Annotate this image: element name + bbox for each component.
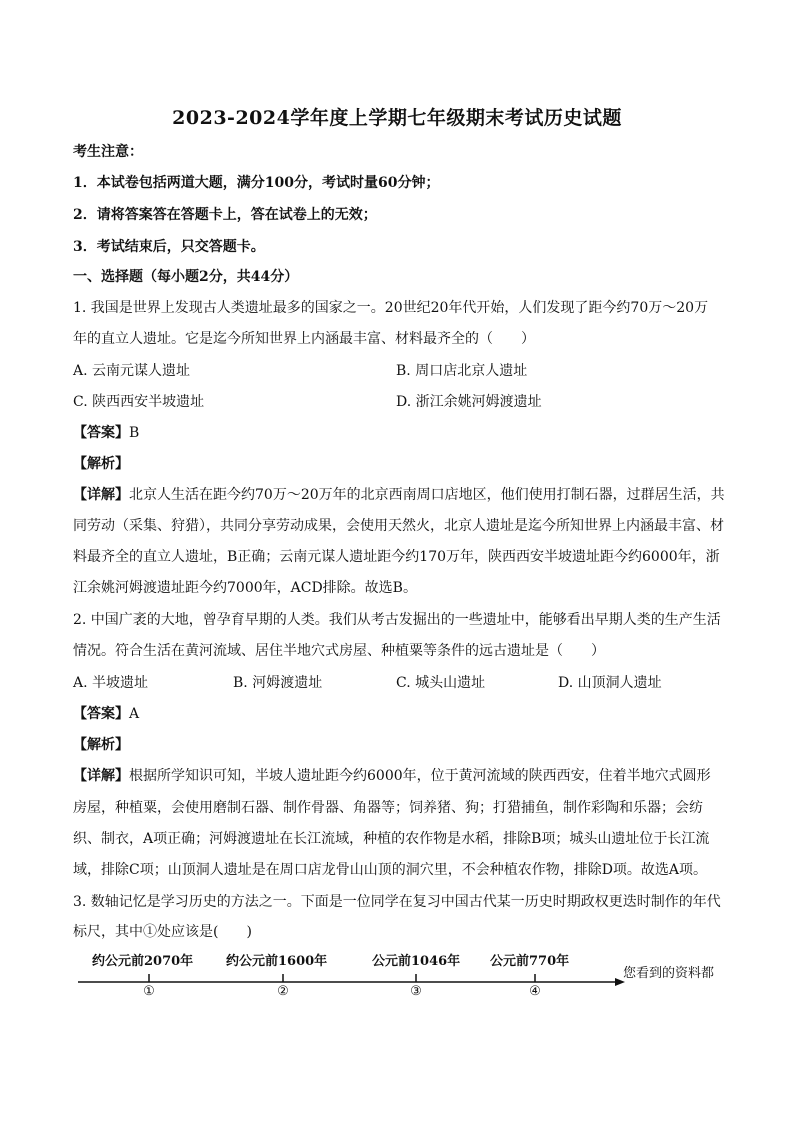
timeline-label: 公元前770年 <box>490 954 570 969</box>
detail-text: 同劳动（采集、狩猎），共同分享劳动成果，会使用天然火，北京人遗址是迄今所知世界上内涵最丰富、材 <box>73 518 724 534</box>
detail-text: 根据所学知识可知，半坡人遗址距今约6000年，位于黄河流域的陕西西安，住着半地穴式圆形 <box>129 768 711 784</box>
detail-tag: 【详解】 <box>73 487 129 503</box>
detail-text: 北京人生活在距今约70万～20万年的北京西南周口店地区，他们使用打制石器，过群居生活，共 <box>129 487 725 503</box>
answer-line <box>73 422 139 442</box>
detail-line <box>73 484 725 504</box>
notice-item: 3．考试结束后，只交答题卡。 <box>73 239 265 255</box>
analysis-tag: 【解析】 <box>73 737 129 753</box>
timeline-label: 约公元前2070年 <box>92 954 194 969</box>
answer-tag: 【答案】 <box>73 425 129 441</box>
timeline <box>70 950 750 1010</box>
detail-text: 料最齐全的直立人遗址，B正确；云南元谋人遗址距今约170万年，陕西西安半坡遗址距今约6000年，浙 <box>73 549 720 565</box>
option-b: B. 周口店北京人遗址 <box>396 363 528 379</box>
detail-text: 房屋，种植粟，会使用磨制石器、制作骨器、角器等；饲养猪、狗；打猎捕鱼，制作彩陶和乐器；会纺 <box>73 800 703 816</box>
question-stem: 2. 中国广袤的大地，曾孕育早期的人类。我们从考古发掘出的一些遗址中，能够看出早期人类的生产生活 <box>73 612 721 628</box>
answer-tag: 【答案】 <box>73 706 129 722</box>
question-stem: 3. 数轴记忆是学习历史的方法之一。下面是一位同学在复习中国古代某一历史时期政权更迭时制作的年代 <box>73 894 721 910</box>
timeline-mark: ③ <box>410 984 422 999</box>
notice-item: 1．本试卷包括两道大题，满分100分，考试时量60分钟； <box>73 175 440 191</box>
option-a: A. 半坡遗址 <box>73 675 149 691</box>
option-c: C. 陕西西安半坡遗址 <box>73 394 205 410</box>
detail-tag: 【详解】 <box>73 768 129 784</box>
timeline-mark: ② <box>277 984 289 999</box>
detail-text: 江余姚河姆渡遗址距今约7000年，ACD排除。故选B。 <box>73 580 417 596</box>
analysis-tag: 【解析】 <box>73 456 129 472</box>
option-d: D. 山顶洞人遗址 <box>558 675 662 691</box>
answer-line <box>73 703 139 723</box>
detail-text: 织、制衣，A项正确；河姆渡遗址在长江流域，种植的农作物是水稻，排除B项；城头山遗址位于长江流 <box>73 831 710 847</box>
section-heading: 一、选择题（每小题2分，共44分） <box>73 269 299 285</box>
timeline-label: 公元前1046年 <box>372 954 461 969</box>
answer-value: A <box>129 706 140 722</box>
timeline-tail-text: 您看到的资料都 <box>623 966 715 981</box>
notice-heading: 考生注意： <box>73 144 143 160</box>
question-stem: 年的直立人遗址。它是迄今所知世界上内涵最丰富、材料最齐全的（ ） <box>73 331 535 347</box>
option-d: D. 浙江余姚河姆渡遗址 <box>396 394 542 410</box>
timeline-mark: ④ <box>529 984 541 999</box>
answer-value: B <box>129 425 140 441</box>
option-a: A. 云南元谋人遗址 <box>73 363 191 379</box>
question-stem: 1. 我国是世界上发现古人类遗址最多的国家之一。20世纪20年代开始，人们发现了距今约70万～20万 <box>73 300 709 316</box>
detail-text: 域，排除C项；山顶洞人遗址是在周口店龙骨山山顶的洞穴里，不会种植农作物，排除D项。故选A项。 <box>73 862 708 878</box>
option-b: B. 河姆渡遗址 <box>233 675 323 691</box>
detail-line <box>73 765 711 785</box>
notice-item: 2．请将答案答在答题卡上，答在试卷上的无效； <box>73 207 377 223</box>
page-title: 2023-2024学年度上学期七年级期末考试历史试题 <box>172 107 622 129</box>
timeline-mark: ① <box>143 984 155 999</box>
timeline-label: 约公元前1600年 <box>226 954 328 969</box>
question-stem: 情况。符合生活在黄河流域、居住半地穴式房屋、种植粟等条件的远古遗址是（ ） <box>73 643 605 659</box>
option-c: C. 城头山遗址 <box>396 675 486 691</box>
question-stem: 标尺，其中①处应该是( ) <box>73 924 252 940</box>
